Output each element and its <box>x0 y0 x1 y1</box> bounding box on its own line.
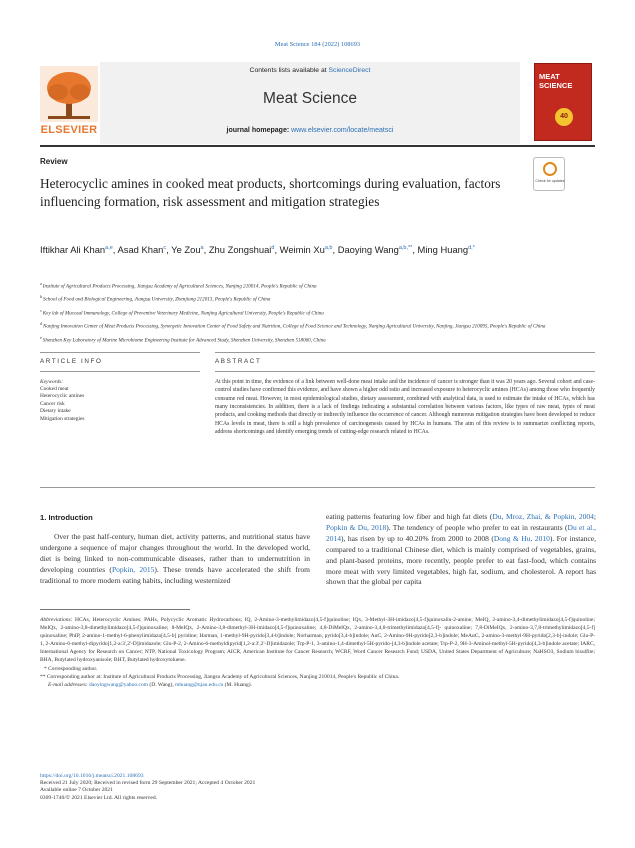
author-affiliation-marker[interactable]: d,* <box>468 245 475 251</box>
journal-cover <box>534 63 592 141</box>
corresponding-author-note: * Corresponding author. <box>44 665 98 672</box>
email-owner: (M. Huang). <box>223 681 252 688</box>
available-online: Available online 7 October 2021 <box>40 787 113 794</box>
check-updates-label: Check for updates <box>535 179 565 183</box>
author-affiliation-marker[interactable]: a,b,** <box>398 245 413 251</box>
intro-paragraph-left <box>40 532 310 587</box>
author[interactable]: Ye Zou$^a$ <box>171 244 204 256</box>
abbreviations-label: Abbreviations: <box>40 617 73 623</box>
author-affiliation-marker[interactable]: a,b <box>324 245 333 251</box>
author-separator: , <box>112 244 118 256</box>
journal-reference[interactable]: Meat Science 184 (2022) 108693 <box>274 41 361 48</box>
author[interactable]: Ming Huang$^{d,*}$ <box>417 244 475 256</box>
intro-text: ). The tendency of people who prefer to eat in restaurants ( <box>386 522 568 532</box>
check-updates-icon <box>543 162 557 176</box>
divider <box>40 352 200 353</box>
author-separator: , <box>332 244 338 256</box>
author-separator: , <box>203 244 209 256</box>
publisher-name: ELSEVIER <box>40 124 98 136</box>
affiliation <box>40 306 595 319</box>
affiliations <box>40 279 595 346</box>
author-affiliation-marker[interactable]: d <box>271 245 275 251</box>
affiliation-key: b <box>40 294 43 300</box>
journal-title: Meat Science <box>263 90 357 107</box>
keyword: Cancer risk <box>40 400 65 407</box>
sciencedirect-link[interactable]: ScienceDirect <box>328 67 371 74</box>
abstract-text: At this point in time, the evidence of a link between well-done meat intake and the incidence of cancer is stronger than it was 20 years ago. Several cohort and case-control studies have confirmed this evidence, and have shown a higher odd ratio and increased exposure to heterocyclic amines (HCAs) among those who frequently consume red meat. However, in most epidemiological studies, dietary assessment, combined with analytical data, is used to estimate the intake of HCAs, which has many inconsistencies. In addition, there is a lack of findings indicating a substantial correlation between various factors, like types of raw meat, types of meat products, and cooking methods that directly or indirectly influence the occurrence of cancer. Although numerous mitigation strategies have been developed to reduce HCAs levels in meat, there is still a high prevalence of carcinogenesis caused by HCAs in humans. The aim of this review is to summarize conflicting reports, address shortcomings and identify emerging trends of cutting-edge research related to HCAs. <box>215 379 595 436</box>
affiliation-text: Institute of Agricultural Products Processing, Jiangsu Academy of Agricultural Sciences, Nanjing 210014, People's Republic of China <box>42 283 317 290</box>
divider <box>215 352 595 353</box>
contents-prefix: Contents lists available at <box>249 67 329 74</box>
author[interactable]: Daoying Wang$^{a,b,**}$ <box>337 244 413 256</box>
introduction-heading: 1. Introduction <box>40 513 93 522</box>
divider <box>40 487 595 488</box>
cover-badge: 40 <box>555 108 573 126</box>
intro-text: eating patterns featuring low fiber and high fat diets ( <box>326 512 493 521</box>
intro-text: Over the past half-century, human diet, activity patterns, and nutritional status have undergone a sequence of major changes throughout the world. In the developed world, diet is being linked to non-communicable diseases, rather than to undernutrition in developing countries ( <box>40 532 310 574</box>
contents-line <box>100 67 520 74</box>
author-separator: , <box>274 244 280 256</box>
keyword: Mitigation strategies <box>40 415 85 422</box>
doi-block <box>40 773 255 802</box>
affiliation <box>40 279 595 292</box>
divider <box>40 371 200 372</box>
abbreviations-footnote <box>40 616 595 665</box>
article-info-heading: ARTICLE INFO <box>40 358 103 365</box>
affiliation <box>40 319 595 332</box>
affiliation <box>40 333 595 346</box>
citation-link[interactable]: Popkin & Du, 2018 <box>326 522 387 532</box>
author-affiliation-marker[interactable]: a <box>200 245 204 251</box>
affiliation-key: e <box>40 334 43 340</box>
copyright: 0309-1740/© 2021 Elsevier Ltd. All rights reserved. <box>40 794 158 801</box>
cover-title: MEAT SCIENCE <box>539 72 573 90</box>
corresponding-author-address: ** Corresponding author at: Institute of Agricultural Products Processing, Jiangsu Academy of Agricultural Sciences, Nanjing 210014, People's Republic of China. <box>40 673 400 680</box>
email-owner: (D. Wang), <box>148 681 176 688</box>
keyword: Heterocyclic amines <box>40 393 85 400</box>
keywords-heading: Keywords: <box>40 379 64 385</box>
author[interactable]: Zhu Zongshuai$^d$ <box>208 244 275 256</box>
article-title: Heterocyclic amines in cooked meat products, shortcomings during evaluation, factors influencing formation, risk assessment and mitigation strategies <box>40 176 501 209</box>
keyword: Cooked meat <box>40 386 69 392</box>
divider <box>215 371 595 372</box>
footnote-divider <box>40 609 190 610</box>
keyword: Dietary intake <box>40 408 71 415</box>
email-label: E-mail addresses: <box>48 681 88 688</box>
author[interactable]: Asad Khan$^c$ <box>117 244 167 256</box>
intro-text: ; <box>593 512 596 521</box>
homepage-link[interactable]: www.elsevier.com/locate/meatsci <box>291 127 394 134</box>
affiliation-key: d <box>40 321 43 327</box>
author-affiliation-marker[interactable]: c <box>163 245 167 251</box>
affiliation-key: a <box>40 281 43 286</box>
author[interactable]: Weimin Xu$^{a,b}$ <box>279 244 333 256</box>
email-link[interactable]: mhuang@njau.edu.cn <box>175 681 224 688</box>
doi-link[interactable]: https://doi.org/10.1016/j.meatsci.2021.108693 <box>40 773 144 779</box>
footnotes <box>40 616 595 689</box>
affiliation-key: c <box>40 307 43 313</box>
author-separator: , <box>412 244 418 256</box>
affiliation <box>40 292 595 305</box>
affiliation-text: Key lab of Mucosal Immunology, College of Preventive Veterinary Medicine, Nanjing Agricultural University, People's Republic of China <box>42 310 324 317</box>
intro-text: ), has risen by up to 40.20% from 2000 to 2008 ( <box>341 533 494 543</box>
author-separator: , <box>166 244 172 256</box>
citation-link[interactable]: Du et al., 2014 <box>326 522 596 543</box>
intro-text: ). These trends have accelerated the shift from traditional to more modern eating habits, including westernized <box>40 564 310 585</box>
citation-link[interactable]: Popkin, 2015 <box>111 564 155 574</box>
email-line <box>40 681 595 689</box>
check-updates-button[interactable] <box>533 157 565 191</box>
email-link[interactable]: daoyingwang@yahoo.com <box>89 681 149 688</box>
header-divider <box>40 145 595 147</box>
author[interactable]: Iftikhar Ali Khan$^{a,e}$ <box>40 244 113 256</box>
received-dates: Received 21 July 2020; Received in revised form 29 September 2021; Accepted 4 October 2021 <box>40 780 256 787</box>
author-affiliation-marker[interactable]: a,e <box>105 245 113 251</box>
intro-text: ). For instance, compared to a traditional Chinese diet, which is mainly comprised of vegetables, grains, and plant-based proteins, more recently, people prefer to eat fast-food, which contains more meat with very limited vegetables, high fat, sodium, and cholesterol. A report has shown that the global per capita <box>326 533 596 587</box>
keywords-list <box>40 386 84 423</box>
affiliation-text: Nanjing Innovation Center of Meat Products Processing, Synergetic Innovation Center of Food Safety and Nutrition, College of Food Science and Technology, Nanjing Agricultural University, Nanjing, Jiangsu 210095, People's Republic of China <box>43 323 546 330</box>
intro-paragraph-right <box>326 512 596 588</box>
article-type: Review <box>40 157 68 166</box>
homepage-prefix: journal homepage: <box>226 127 292 134</box>
affiliation-text: School of Food and Biological Engineering, Jiangsu University, Zhenjiang 212013, People's Republic of China <box>43 297 271 304</box>
homepage-line <box>100 127 520 134</box>
citation-link[interactable]: Du, Mroz, Zhai, & Popkin, 2004 <box>492 512 594 521</box>
citation-link[interactable]: Dong & Hu, 2010 <box>493 533 550 543</box>
abstract-heading: ABSTRACT <box>215 358 262 365</box>
author-list <box>40 240 560 258</box>
abbreviations-text: HCAs, Heterocyclic Amines; PAHs, Polycyclic Aromatic Hydrocarbons; IQ, 2-Amino-3-methylimidazo[4,5-f]quinoline; IQx, 3-Methyl-3H-imidazo[4,5-f]quinoxalin-2-amine; MeIQ, 2-amino-3,4-dimethylimidazo[4,5-f]quinoline; MeIQx, 2-amino-3,8-dimethylimidazo[4,5-f]quinoxaline; 8-MeIQx, 2-Amino-3,8-dimethyl-3H-imidazo[4,5-f]quinoxaline; 4,8-DiMeIQx, 2-amino-3,4,8-trimethylimidazo[4,5-f]- quinoxaline; 7,8-DiMeIQx, 2-amino-3,7,8-trimethylimidazo[4,5-f] quinoxaline; PhIP, 2-amino-1-methyl-6-phenylimidazo[4,5-b] pyridine; Harman, 1-methyl-9H-pyrido[3,4-b]indole; Norharman, pyrido[3,4-b]indole; AαC, 2-Amino-9H-pyrido[2,3-b]indole; MeAαC, 2-amino-3-methyl-9H-pyrido[2,3-b]-indole; Glu-P-1, 2-Amino-6-methyl-dipyrido[1,2-a:3',2'-D]imidazole; Glu-P-2, 2-Amino-6-methyldipyrid[1,2-a:3',2'-D]imidazole; Trp-P-1, 3-amino-1,4-dimethyl-5H-pyrido-[4,3-b]indole acetate; Trp-P-2, 9H-3-Aminol-methyl-5H-pyrido[4,3-b]indole acetate; IARC, International Agency for Research on Cancer; NTP, National Toxicology Program; AICR, American Institute for Cancer Research; WCRF, Word Cancer Research Fund; USDA, United States Department of Agriculture; NaHSO3, Sodium bisulfite; BHA, Butylated hydroxyanisole; BHT, Butylated hydroxytoluene. <box>40 617 595 664</box>
affiliation-text: Shenzhen Key Laboratory of Marine Microbiome Engineering Institute for Advanced Study, Shenzhen University, Shenzhen 518060, China <box>42 337 326 344</box>
